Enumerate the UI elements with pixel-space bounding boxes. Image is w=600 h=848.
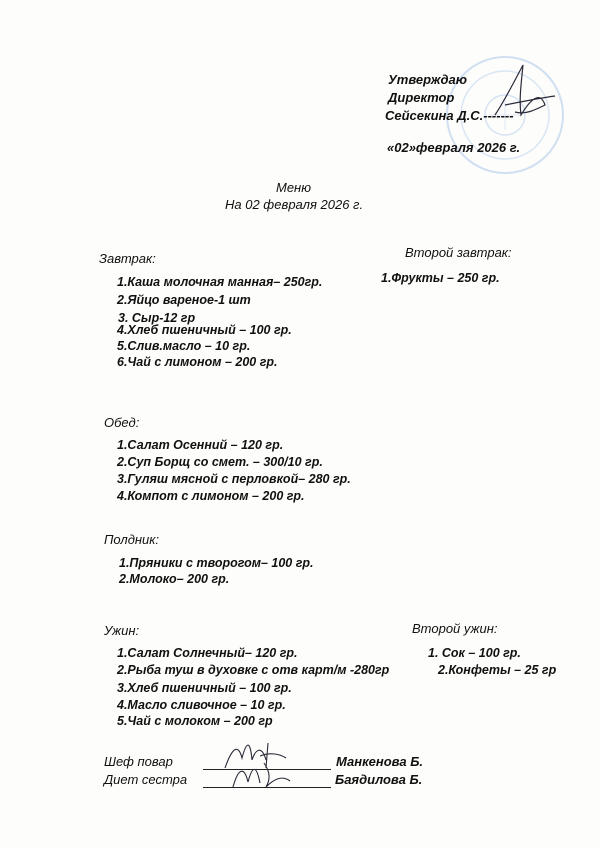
dinner-item-1: 1.Салат Солнечный– 120 гр.	[117, 646, 298, 660]
breakfast-item-5: 5.Слив.масло – 10 гр.	[117, 339, 251, 353]
lunch-item-2: 2.Суп Борщ со смет. – 300/10 гр.	[117, 455, 323, 469]
dinner-heading: Ужин:	[104, 623, 140, 638]
dinner-item-5: 5.Чай с молоком – 200 гр	[117, 714, 273, 728]
second-dinner-item-1: 1. Сок – 100 гр.	[428, 646, 521, 660]
snack-item-1: 1.Пряники с творогом– 100 гр.	[119, 556, 314, 570]
nurse-signature	[228, 757, 298, 797]
menu-title: Меню	[276, 180, 311, 195]
menu-date: На 02 февраля 2026 г.	[225, 197, 364, 212]
breakfast-item-1: 1.Каша молочная манная– 250гр.	[117, 275, 323, 289]
second-breakfast-heading: Второй завтрак:	[405, 245, 512, 260]
lunch-item-3: 3.Гуляш мясной с перловкой– 280 гр.	[117, 472, 351, 486]
breakfast-item-3: 3. Сыр-12 гр	[118, 311, 196, 325]
breakfast-item-2: 2.Яйцо вареное-1 шт	[117, 293, 251, 307]
nurse-label: Диет сестра	[104, 772, 188, 787]
snack-item-2: 2.Молоко– 200 гр.	[119, 572, 230, 586]
approval-name-line	[385, 108, 514, 123]
approval-name: Сейсекина Д.С.	[385, 108, 484, 123]
second-dinner-item-2: 2.Конфеты – 25 гр	[438, 663, 557, 677]
approval-date: «02»февраля 2026 г.	[387, 140, 521, 155]
approval-dashes: -------	[483, 108, 514, 123]
approval-approve: Утверждаю	[388, 72, 467, 87]
lunch-heading: Обед:	[104, 415, 140, 430]
second-dinner-heading: Второй ужин:	[412, 621, 498, 636]
chef-name: Манкенова Б.	[336, 754, 424, 769]
second-breakfast-item-1: 1.Фрукты – 250 гр.	[381, 271, 500, 285]
dinner-item-3: 3.Хлеб пшеничный – 100 гр.	[117, 681, 292, 695]
snack-heading: Полдник:	[104, 532, 160, 547]
lunch-item-1: 1.Салат Осенний – 120 гр.	[117, 438, 284, 452]
lunch-item-4: 4.Компот с лимоном – 200 гр.	[117, 489, 305, 503]
approval-position: Директор	[388, 90, 455, 105]
dinner-item-4: 4.Масло сливочное – 10 гр.	[117, 698, 286, 712]
breakfast-heading: Завтрак:	[99, 251, 156, 266]
breakfast-item-4: 4.Хлеб пшеничный – 100 гр.	[117, 323, 292, 337]
chef-label: Шеф повар	[104, 754, 173, 769]
nurse-name: Баядилова Б.	[335, 772, 423, 787]
dinner-item-2: 2.Рыба туш в духовке с отв карт/м -280гр	[117, 663, 390, 677]
breakfast-item-6: 6.Чай с лимоном – 200 гр.	[117, 355, 278, 369]
